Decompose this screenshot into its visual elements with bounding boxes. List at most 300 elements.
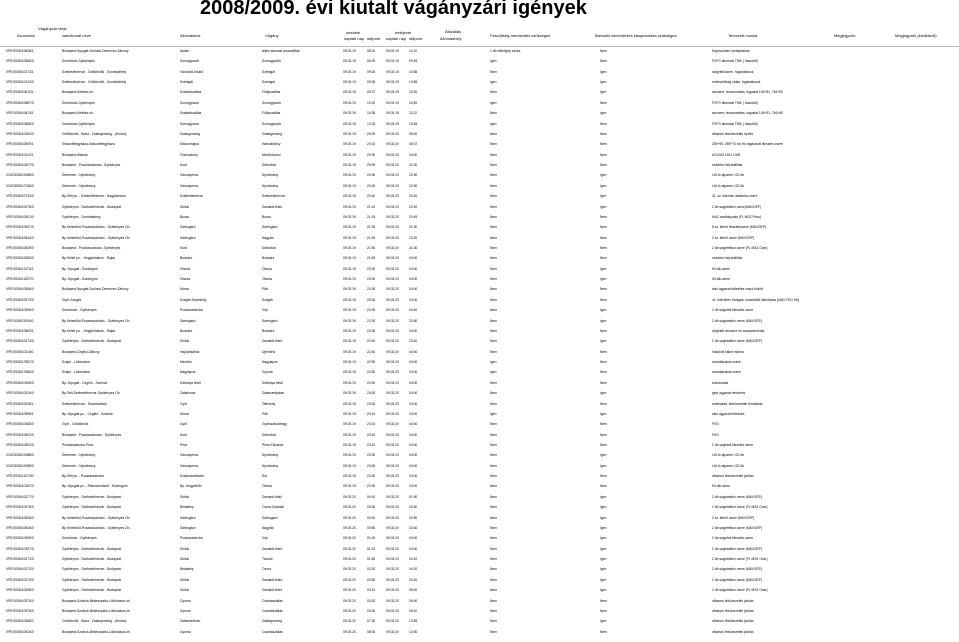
cell-befejezte-nap: 09.03.20 [386,577,399,582]
cell-kezdete-nap: 09.03.19 [343,131,356,136]
cell-azonosito: VPE/2008/10396/0 [6,536,34,541]
cell-allomaskoz: Vámospércs [180,453,199,458]
cell-vagany: Szegeli [262,297,273,302]
cell-kezdete-ido: 01:00 [367,536,376,541]
cell-vagany: Sárbogárd [262,225,278,230]
cell-kezdete-nap: 09.03.19 [343,142,356,147]
cell-befejezte-ido: 04:20 [409,194,418,199]
cell-kezdete-nap: 09.03.19 [343,391,356,396]
cell-befejezte-ido: 01:50 [409,494,418,499]
cell-befejezte-nap: 09.03.20 [386,598,399,603]
cell-vasutvonal: Szajol - Lőkösháza [62,360,90,365]
cell-vasutvonal: Szajol - Lőkösháza [62,370,90,375]
cell-biztosito: Igen [600,90,607,95]
cell-befejezte-nap: 09.03.20 [386,328,399,333]
cell-vasutvonal: Székesfehérvár - Celldömölk - Szombathely [62,80,127,85]
cell-befejezte-nap: 09.03.20 [386,411,399,416]
cell-azonosito: VPE/2008/11527/0 [6,277,34,282]
cell-tervezett-munka: FKG [712,422,719,427]
cell-biztosito: Nem [600,608,607,613]
cell-azonosito: VPE/2008/17587/0 [6,360,34,365]
cell-befejezte-ido: 13:45 [409,121,418,126]
cell-biztosito: Igen [600,194,607,199]
cell-befejezte-ido: 04:20 [409,577,418,582]
cell-tervezett-munka: FKG [712,432,719,437]
cell-befejezte-nap: 09.03.20 [386,380,399,385]
cell-befejezte-nap: 09.03.19 [386,49,399,53]
cell-azonosito: VPE/2008/10516/0 [6,629,34,634]
cell-kezdete-ido: 00:30 [367,505,376,510]
cell-kezdete-nap: 09.03.19 [343,277,356,282]
cell-biztosito: Igen [600,411,607,416]
cell-vagany: teljes átomasi áruszállítás [262,49,300,53]
cell-vasutvonal: Gyékényes - Székesfehérvár - Budapest [62,339,122,344]
cell-allomaskoz: Vámospércs [180,183,199,188]
cell-vagany: Bucsu [262,214,272,219]
cell-vasutvonal: Budapest-Nyugati-Szolnok-Debrecen-Záhony [62,49,129,53]
cell-tervezett-munka: villamos felsővezeték javítás [712,608,754,613]
cell-kezdete-nap: 09.03.19 [343,225,356,230]
cell-vasutvonal: Budapest-Szolnok-Békéscsaba-Lőkösháza-oh. [62,598,131,603]
cell-tervezett-munka: FVFG átlomasi TMK ( Vasútvill) [712,121,758,126]
cell-azonosito: VPE/2008/10398/0 [6,588,34,593]
table-row [0,101,959,107]
cell-tervezett-munka: villamos felsővezeték javítás [712,619,754,624]
cell-kezdete-ido: 06:20 [367,59,376,64]
cell-allomaskoz: Vámospércs [180,463,199,468]
table-row [0,225,959,231]
cell-kezdete-nap: 09.03.19 [343,152,356,157]
cell-befejezte-nap: 09.03.20 [386,391,399,396]
cell-allomaskoz: Székesfehérvár [180,194,203,199]
cell-biztosito: Nem [600,349,607,354]
cell-azonosito: VGZ/2008/10089/0 [6,463,34,468]
cell-allomaskoz: Pusztaszabolcs [180,536,203,541]
cell-allomaskoz: Sárbogárd [180,318,196,323]
cell-tervezett-munka: 8 sz. kitérő felszállócsere (MÁVGÉP) [712,225,767,230]
cell-feszultseg: Nem [490,588,497,593]
cell-azonosito: VPE/2008/10279/0 [6,577,34,582]
cell-biztosito: Igen [600,266,607,271]
cell-vasutvonal: Gyékényes - Székesfehérvár - Budapest [62,505,122,510]
cell-kezdete-nap: 09.03.19 [343,370,356,375]
cell-tervezett-munka: sincsere, feszdombiás, fogaslat 145+51, 746+80 [712,111,783,116]
cell-vagany: Kőbánya felső [262,380,283,385]
cell-feszultseg: Nem [490,515,497,520]
cell-biztosito: Nem [600,598,607,603]
cell-vasutvonal: Gyékényes - Székesfehérvár - Budapest [62,546,122,551]
cell-tervezett-munka: sínvállacskás csere [712,370,741,375]
cell-kezdete-ido: 09:30 [367,80,376,85]
cell-vagany: Zalaegerszeg [262,131,282,136]
cell-befejezte-nap: 09.03.20 [386,432,399,437]
cell-tervezett-munka: 41. kitérőben fűvágás, összekötő kitérőakás (MÁV FKG Kft) [712,297,800,302]
table-row [0,381,959,387]
cell-vasutvonal: Dombóvár-Gyékényes [62,100,95,105]
cell-tervezett-munka: 2 db szigeteltsín csere (MÁVGÉP) [712,339,763,344]
cell-vagany: Somogyszob [262,100,282,105]
cell-kezdete-nap: 09.03.20 [343,567,356,572]
cell-biztosito: Igen [600,453,607,458]
cell-azonosito: VPE/2008/10396/0 [6,308,34,313]
cell-befejezte-ido: 05:00 [409,598,418,603]
table-row [0,578,959,584]
cell-azonosito: VPE/2008/10035/1 [6,401,34,406]
cell-befejezte-nap: 09.03.19 [386,111,399,116]
table-row [0,464,959,470]
cell-vagany: Óbuda [262,277,272,282]
cell-befejezte-ido: 05:10 [409,608,418,613]
cell-befejezte-ido: 04:00 [409,453,418,458]
cell-biztosito: Igen [600,173,607,178]
cell-vasutvonal: Budapest-Szolnok-Békéscsaba-Lőkösháza-oh. [62,608,131,613]
cell-biztosito: Igen [600,463,607,468]
cell-feszultseg: Nem [490,225,497,230]
cell-biztosito: Nem [600,360,607,365]
cell-kezdete-ido: 20:40 [367,194,376,199]
cell-vagany: Újfehértó [262,349,276,354]
cell-tervezett-munka: 2 db szigeteltsín csere(MÁVGÉP) [712,204,762,209]
cell-azonosito: VPE/2008/10587/0 [6,100,34,105]
cell-befejezte-nap: 09.03.19 [386,121,399,126]
table-row [0,360,959,366]
cell-allomaskoz: Gyoma [180,598,191,603]
cell-biztosito: Nem [600,142,607,147]
cell-allomaskoz: Szabadszállás [180,111,202,116]
cell-vasutvonal: Bp.Keleti pu. - Hegyeshalom - Rajka [62,256,116,261]
cell-vasutvonal: Budapest-Cegléd-Záhony [62,349,100,354]
cell-azonosito: VPE/2008/10376/0 [6,608,34,613]
cell-kezdete-ido: 23:00 [367,401,376,406]
cell-vasutvonal: Celldömölk - Boba - Zalaegerszeg - (Hodos) [62,131,127,136]
cell-feszultseg: Nem [490,619,497,624]
cell-tervezett-munka: LM vk.aljcsere 122 db [712,183,745,188]
cell-vagany: Budaörs [262,328,275,333]
cell-kezdete-nap: 09.03.19 [343,318,356,323]
cell-feszultseg: Igen [490,370,497,375]
cell-befejezte-nap: 09.03.20 [386,370,399,375]
cell-kezdete-nap: 09.03.19 [343,411,356,416]
cell-biztosito: Igen [600,619,607,624]
cell-azonosito: VPE/2008/10271/0 [6,557,34,562]
cell-azonosito: VPE/2008/10278/0 [6,505,34,510]
cell-vagany: Zamárdi-felső [262,339,283,344]
cell-allomaskoz: Vámospércs [180,173,199,178]
cell-vasutvonal: Debrecen - Nyírábrány [62,183,96,188]
cell-kezdete-nap: 09.03.20 [343,546,356,551]
cell-allomaskoz: Kurd [180,163,187,168]
table-row [0,526,959,532]
cell-allomaskoz: Somogyszob [180,59,200,64]
cell-vagany: Óbuda [262,484,272,489]
cell-allomaskoz: Kurd [180,432,187,437]
cell-feszultseg: Nem [490,339,497,344]
header-idopont-2: időpont [409,36,423,41]
cell-tervezett-munka: villamos felsővezeték javítás [712,598,754,603]
cell-feszultseg: Nem [490,629,497,634]
cell-vasutvonal: Gyékényes - Szombathely [62,214,101,219]
cell-kezdete-nap: 09.03.19 [343,463,356,468]
table-row [0,370,959,376]
cell-vasutvonal: Bp.-Nyugati - Esztergom [62,266,98,271]
cell-allomaskoz: Siófok [180,588,190,593]
cell-kezdete-nap: 09.03.19 [343,100,356,105]
cell-vagany: Csárdaszállás [262,598,283,603]
cell-allomaskoz: Budaörs [180,256,193,261]
cell-biztosito: Nem [600,432,607,437]
cell-befejezte-nap: 09.03.19 [386,59,399,64]
cell-azonosito: VPE/2008/10083/0 [6,256,34,261]
cell-vagany: Nagylók [262,525,274,530]
cell-befejezte-nap: 09.03.20 [386,536,399,541]
cell-befejezte-ido: 04:00 [409,370,418,375]
cell-kezdete-ido: 09:20 [367,69,376,74]
cell-feszultseg: Nem [490,277,497,282]
cell-vasutvonal: Debrecen - Nyírábrány [62,173,96,178]
cell-vagany: Zamárdi-felső [262,546,283,551]
cell-kezdete-ido: 20:25 [367,163,376,168]
cell-feszultseg: Nem [490,474,497,479]
cell-tervezett-munka: 2 db szigeteltsín csere (MÁVGÉP) [712,525,763,530]
cell-befejezte-ido: 21:30 [409,163,418,168]
cell-tervezett-munka: Vasútvill kábel munka [712,349,744,354]
cell-kezdete-nap: 09.03.19 [343,204,356,209]
cell-azonosito: VPE/2008/10354/0 [6,131,34,136]
cell-vasutvonal: Budapest - Pusztaszabolcs - Gyékényes [62,432,122,437]
cell-feszultseg: Nem [490,297,497,302]
cell-biztosito: Igen [600,567,607,572]
cell-befejezte-ido: 04:00 [409,546,418,551]
cell-azonosito: VPE/2008/10613/1 [6,111,34,116]
cell-befejezte-nap: 09.03.20 [386,225,399,230]
cell-befejezte-nap: 09.03.20 [386,525,399,530]
cell-feszultseg: Nem [490,567,497,572]
cell-kezdete-ido: 20:00 [367,131,376,136]
cell-vagany: Nagylók [262,235,274,240]
cell-allomaskoz: Siófok [180,577,190,582]
cell-biztosito: Igen [600,525,607,530]
cell-biztosito: Nem [600,629,607,634]
cell-azonosito: VPE/2008/10401/0 [6,214,34,219]
cell-feszultseg: Nem [490,152,497,157]
cell-tervezett-munka: sínvállacskás csere [712,360,741,365]
cell-befejezte-nap: 09.03.20 [386,308,399,313]
cell-kezdete-ido: 23:10 [367,443,376,447]
cell-kezdete-nap: 09.03.20 [343,515,356,520]
cell-tervezett-munka: FVFG átlomasi TMK ( Vasútvill) [712,100,758,105]
cell-kezdete-nap: 09.03.19 [343,80,356,85]
cell-befejezte-ido: 23:40 [409,339,418,344]
cell-kezdete-nap: 09.03.19 [343,328,356,333]
table-row [0,122,959,128]
cell-feszultseg: Nem [490,235,497,240]
cell-allomaskoz: Bucsu [180,214,190,219]
cell-befejezte-nap: 09.03.20 [386,163,399,168]
cell-kezdete-nap: 09.03.20 [343,588,356,593]
table-row [0,184,959,190]
cell-tervezett-munka: síntörés helyreállítás [712,163,743,168]
cell-befejezte-ido: 04:00 [409,152,418,157]
cell-azonosito: VGZ/2008/10085/0 [6,173,34,178]
table-row [0,267,959,273]
cell-vasutvonal: Dombóvár-Gyékényes [62,59,95,64]
cell-befejezte-nap: 09.03.20 [386,287,399,292]
cell-biztosito: Igen [600,588,607,593]
table-row [0,495,959,501]
cell-allomaskoz: Pusztaszabolcs [180,308,203,313]
cell-vasutvonal: Pusztaszabolcs-Pécs [62,443,94,447]
cell-tervezett-munka: Kit.alk.csere [712,484,730,489]
cell-biztosito: Igen [600,204,607,209]
cell-tervezett-munka: Kit.alk.csere [712,277,730,282]
cell-allomaskoz: Szabadszállás [180,90,202,95]
cell-befejezte-ido: 04:00 [409,401,418,406]
cell-kezdete-nap: 09.03.19 [343,256,356,261]
cell-azonosito: VPE/2008/10973/0 [6,297,34,302]
cell-tervezett-munka: sínharadás [712,380,729,385]
cell-befejezte-ido: 04:00 [409,277,418,282]
cell-kezdete-nap: 09.03.19 [343,111,356,116]
cell-kezdete-ido: 08:10 [367,49,376,53]
cell-allomaskoz: Siófok [180,204,190,209]
cell-feszultseg: Nem [490,111,497,116]
cell-azonosito: VPE/2008/10502/0 [6,443,34,447]
cell-befejezte-nap: 09.03.20 [386,360,399,365]
cell-vasutvonal: Celldömölk - Boba - Zalaegerszeg - (Hodos) [62,619,127,624]
cell-befejezte-ido: 04:00 [409,443,418,447]
cell-feszultseg: Nem [490,401,497,406]
table-row [0,142,959,148]
cell-azonosito: VPE/2008/10276/0 [6,204,34,209]
cell-befejezte-ido: 04:10 [409,557,418,562]
cell-kezdete-nap: 09.03.20 [343,619,356,624]
cell-befejezte-ido: 05:00 [409,131,418,136]
cell-vagany: Sárbogárd [262,318,278,323]
cell-vasutvonal: Székesfehérvár - Szombathely [62,401,107,406]
cell-kezdete-ido: 20:30 [367,183,376,188]
cell-tervezett-munka: 259+95, 269+70 sín és ragasztott illesztés csere [712,142,783,147]
cell-kezdete-nap: 09.03.20 [343,629,356,634]
cell-vasutvonal: Bp Kelenföld-Pusztaszabolcs - Gyékényes Oh. [62,235,131,240]
cell-befejezte-nap: 09.03.20 [386,443,399,447]
header-tervezett-munka: Tervezett munka [728,33,758,38]
cell-befejezte-ido: 04:00 [409,422,418,427]
cell-allomaskoz: Siófok [180,339,190,344]
cell-feszultseg: Nem [490,256,497,261]
cell-feszultseg: Igen [490,121,497,126]
cell-feszultseg: Nem [490,608,497,613]
cell-feszultseg: Nem [490,546,497,551]
cell-azonosito: VPE/2008/10502/0 [6,432,34,437]
cell-allomaskoz: Százhalombatta [180,474,204,479]
cell-allomaskoz: Kiskunmajsa [180,142,199,147]
cell-allomaskoz: Zalaegerszeg [180,131,200,136]
table-row [0,132,959,138]
cell-kezdete-nap: 09.03.19 [343,90,356,95]
cell-azonosito: VPE/2008/10485/0 [6,422,34,427]
cell-allomaskoz: Pécs [180,443,188,447]
cell-vasutvonal: Gyékényes - Székesfehérvár - Budapest [62,577,122,582]
table-row [0,246,959,252]
cell-befejezte-ido: 11:22 [409,111,418,116]
cell-kezdete-ido: 23:10 [367,422,376,427]
table-row [0,567,959,573]
cell-kezdete-nap: 09.03.19 [343,173,356,178]
cell-befejezte-ido: 21:30 [409,225,418,230]
cell-allomaskoz: Bélatelep [180,505,194,510]
cell-kezdete-ido: 21:10 [367,204,376,209]
cell-allomaskoz: Sárbogárd [180,225,196,230]
cell-azonosito: VPE/2008/10545/0 [6,515,34,520]
cell-kezdete-nap: 09.03.20 [343,494,356,499]
cell-kezdete-ido: 22:50 [367,360,376,365]
cell-biztosito: Igen [600,577,607,582]
cell-befejezte-ido: 14:00 [409,629,418,634]
cell-tervezett-munka: síntörés helyreállítás [712,256,743,261]
cell-vasutvonal: Budapest - Pusztaszabolcs- Gyékényes [62,246,121,250]
cell-feszultseg: Nem [490,598,497,603]
cell-befejezte-ido: 04:00 [409,484,418,489]
cell-befejezte-ido: 04:00 [409,297,418,302]
cell-kezdete-nap: 09.03.19 [343,235,356,240]
cell-feszultseg: Nem [490,422,497,427]
cell-tervezett-munka: 2 db szigeteltsín csere (MÁVGÉP) [712,494,763,499]
cell-befejezte-ido: 04:00 [409,380,418,385]
cell-vasutvonal: Bp.Keleti pu. - Hegyeshalom - Rajka [62,328,116,333]
cell-azonosito: VPE/2008/10397/0 [6,546,34,551]
cell-azonosito: VPE/2008/10544/0 [6,235,34,240]
cell-befejezte-ido: 04:00 [409,432,418,437]
cell-biztosito: Igen [600,308,607,313]
header-befejezte: befejezte [395,30,412,35]
header-megjegyzes-kivitelezo: Megjegyzés (kivitelező) [895,33,937,38]
cell-befejezte-ido: 22:50 [409,173,418,178]
cell-befejezte-nap: 09.03.20 [386,401,399,406]
table-row [0,70,959,76]
cell-vagany: Zamárdi-felső [262,588,283,593]
cell-tervezett-munka: AS1263,1301,1309 [712,152,741,157]
cell-vasutvonal: Budapest - Pusztaszabolcs- Gyékényes [62,163,121,168]
cell-vagany: Vép [262,308,268,313]
cell-kezdete-ido: 22:00 [367,297,376,302]
cell-biztosito: Igen [600,505,607,510]
cell-vasutvonal: Bp.Déli pu. - Székesfehérvár - Nagykanizsa [62,194,126,199]
table-row [0,557,959,563]
cell-vasutvonal: Budapest-Kelebia-oh. [62,90,94,95]
cell-vagany: Nagylapos [262,360,278,365]
cell-befejezte-ido: 21:30 [409,246,418,250]
cell-tervezett-munka: Kapcsolóterí karbantartás [712,49,750,53]
cell-kezdete-ido: 01:50 [367,557,376,562]
cell-kezdete-nap: 09.03.19 [343,339,356,344]
cell-befejezte-nap: 09.03.20 [386,246,399,250]
cell-kezdete-nap: 09.03.19 [343,49,356,53]
cell-azonosito: VPE/2008/11470/2 [6,266,34,271]
cell-azonosito: VPE/2008/10588/0 [6,121,34,126]
table-row [0,111,959,117]
cell-tervezett-munka: 2 db szigeteltsín csere (FL MSZ Ovar) [712,505,768,510]
cell-tervezett-munka: 2 db szigetelt illesztés csere [712,308,754,313]
cell-feszultseg: Nem [490,494,497,499]
cell-tervezett-munka: 2 db szigeteltsín csere (FL MSZ Ovar) [712,246,768,250]
cell-kezdete-ido: 21:15 [367,214,376,219]
header-azonosito: Azonosító [17,33,35,38]
cell-vasutvonal: Bp Kelenföld-Pusztaszabolcs - Gyékényes Oh. [62,515,131,520]
cell-vagany: Öttevény [262,401,276,406]
cell-azonosito: VPE/2008/10396/0 [6,380,34,385]
cell-allomaskoz: Gyoma [180,629,191,634]
cell-tervezett-munka: LM vk.aljcsere 122 db [712,463,745,468]
